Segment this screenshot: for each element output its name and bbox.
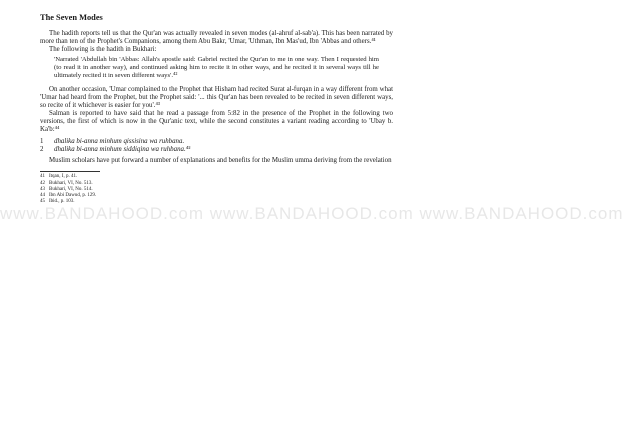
footnote-number: 42 (40, 180, 45, 186)
footnote-text: Itqan, I, p. 41. (49, 174, 78, 180)
footnote-text: Ibid., p. 103. (49, 198, 75, 204)
list-item (40, 146, 393, 154)
footnote-text: Bukhari, VI, No. 514. (49, 186, 93, 192)
list-text: dhalika bi-anna minhum qissisina wa ruhbana. (54, 137, 185, 145)
paragraph-umar: On another occasion, 'Umar complained to the Prophet that Hisham had recited Surat al-furqan in a way different from what 'Umar had heard from the Prophet, but the Prophet said: '... this Qur'an has been revealed to be recited in seven different ways, so recite of it whichever is easier for you'.⁴³ (40, 86, 393, 110)
footnote-number: 43 (40, 186, 45, 192)
paragraph-scholars: Muslim scholars have put forward a number of explanations and benefits for the Muslim umma deriving from the revelation (49, 157, 392, 165)
paragraph-intro: The hadith reports tell us that the Qur'an was actually revealed in seven modes (al-ahruf al-sab'a). This has been narrated by more than ten of the Prophet's Companions, among them Abu Bakr, 'Umar, 'Uthman, Ibn Mas'ud, Ibn 'Abbas and others.⁴¹ (40, 30, 393, 46)
paragraph-salman: Salman is reported to have said that he read a passage from 5:82 in the presence of the Prophet in the following two versions, the first of which is now in the Qur'anic text, while the second constitutes a variant reading according to 'Ubay b. Ka'b:⁴⁴ (40, 110, 393, 134)
list-number: 1 (40, 137, 44, 145)
footnote-divider (40, 171, 100, 172)
variant-readings-list (40, 138, 393, 155)
section-heading: The Seven Modes (40, 13, 103, 22)
footnotes (40, 171, 120, 204)
document-page (40, 13, 393, 205)
footnote-number: 44 (40, 192, 45, 198)
watermark: www.BANDAHOOD.com www.BANDAHOOD.com www.BANDAHOOD.com (0, 204, 624, 223)
hadith-quote: 'Narrated 'Abdullah bin 'Abbas: Allah's apostle said: Gabriel recited the Qur'an to me in one way. Then I requested him (to read it in another way), and continued asking him to recite it in other ways, and he recited it in several ways till he ultimately recited it in seven different ways'.⁴² (54, 56, 379, 80)
paragraph-bukhari: The following is the hadith in Bukhari: (49, 46, 157, 54)
footnote-number: 45 (40, 198, 45, 204)
footnote-text: Bukhari, VI, No. 513. (49, 180, 93, 186)
list-item (40, 138, 393, 146)
list-number: 2 (40, 145, 44, 153)
footnote-text: Ibn Abi Dawud, p. 129. (49, 192, 97, 198)
footnote-number: 41 (40, 174, 45, 180)
list-text: dhalika bi-anna minhum siddiqina wa ruhbana.⁴⁵ (54, 145, 191, 153)
footnote (40, 199, 120, 205)
